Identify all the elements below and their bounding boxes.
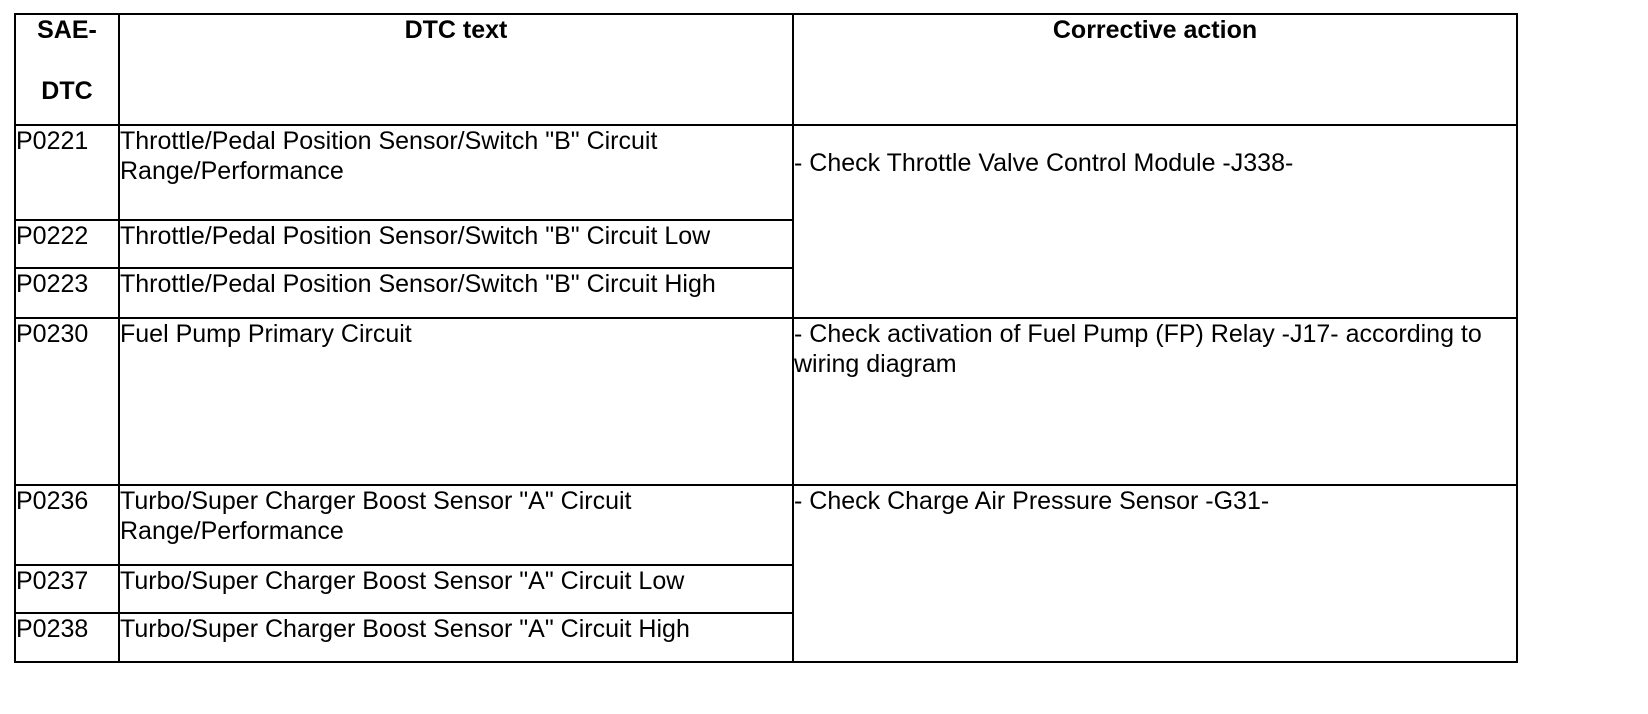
header-corrective-action: Corrective action xyxy=(793,14,1517,125)
header-row xyxy=(15,14,1517,125)
dtc-code: P0221 xyxy=(15,125,119,220)
table-row xyxy=(15,485,1517,565)
header-sae-dtc xyxy=(15,14,119,125)
dtc-text: Turbo/Super Charger Boost Sensor "A" Circuit High xyxy=(119,613,793,662)
dtc-text: Turbo/Super Charger Boost Sensor "A" Circuit Range/Performance xyxy=(119,485,793,565)
header-sae-dtc-line1: SAE- xyxy=(37,16,97,44)
dtc-text: Throttle/Pedal Position Sensor/Switch "B" Circuit High xyxy=(119,268,793,318)
header-dtc-text: DTC text xyxy=(119,14,793,125)
header-sae-dtc-line2: DTC xyxy=(41,77,93,105)
dtc-code: P0223 xyxy=(15,268,119,318)
corrective-action: - Check activation of Fuel Pump (FP) Relay -J17- according to wiring diagram xyxy=(793,318,1517,485)
dtc-table xyxy=(14,13,1518,663)
dtc-text: Throttle/Pedal Position Sensor/Switch "B" Circuit Low xyxy=(119,220,793,268)
dtc-code: P0237 xyxy=(15,565,119,613)
corrective-action: - Check Throttle Valve Control Module -J338- xyxy=(793,125,1517,318)
dtc-text: Fuel Pump Primary Circuit xyxy=(119,318,793,485)
dtc-code: P0222 xyxy=(15,220,119,268)
table-row xyxy=(15,125,1517,220)
dtc-text: Throttle/Pedal Position Sensor/Switch "B" Circuit Range/Performance xyxy=(119,125,793,220)
table-row xyxy=(15,318,1517,485)
dtc-text: Turbo/Super Charger Boost Sensor "A" Circuit Low xyxy=(119,565,793,613)
dtc-code: P0238 xyxy=(15,613,119,662)
corrective-action: - Check Charge Air Pressure Sensor -G31- xyxy=(793,485,1517,662)
dtc-code: P0230 xyxy=(15,318,119,485)
dtc-code: P0236 xyxy=(15,485,119,565)
